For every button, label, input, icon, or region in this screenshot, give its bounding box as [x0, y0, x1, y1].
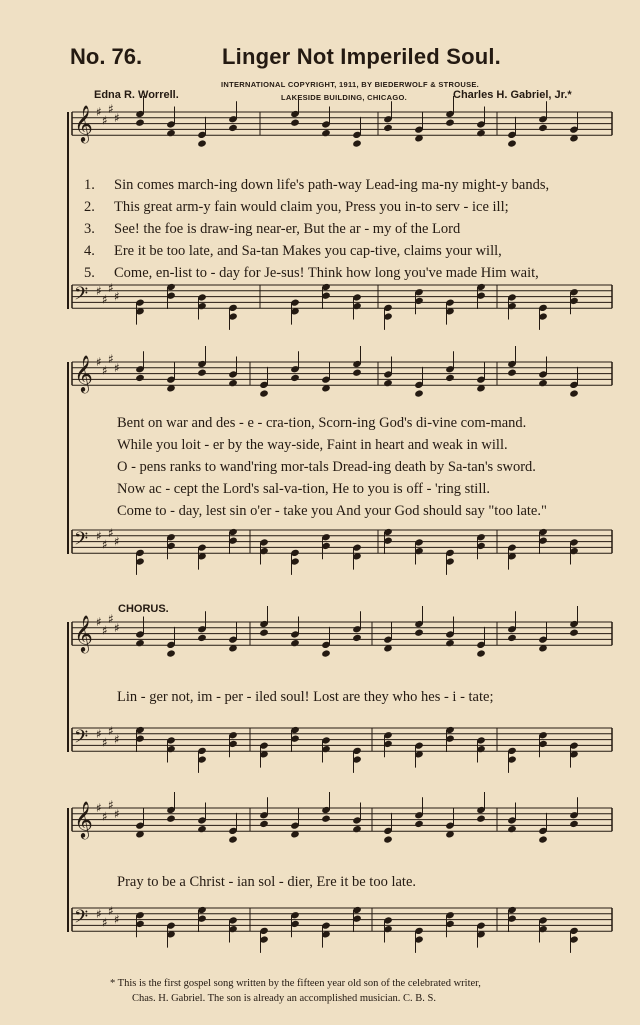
- note-head: [538, 835, 548, 843]
- note-head: [321, 129, 331, 137]
- note-head: [259, 389, 269, 397]
- verse-5-line-2: Come to - day, lest sin o'er - take you And your God should say "too late.": [117, 503, 547, 519]
- sharp-icon: ♯: [108, 280, 114, 295]
- note-head: [197, 139, 207, 147]
- verse-1-line-2: Bent on war and des - e - cra-tion, Scorn-ing God's di-vine com-mand.: [117, 415, 527, 431]
- note-head: [321, 815, 331, 823]
- treble-clef-icon: 𝄞: [74, 354, 93, 392]
- sharp-icon: ♯: [96, 283, 102, 298]
- verse-1-line-1: 1. Sin comes march-ing down life's path-way Lead-ing ma-ny might-y bands,: [84, 177, 550, 193]
- sharp-icon: ♯: [96, 801, 102, 815]
- note-head: [538, 379, 548, 387]
- note-head: [228, 835, 238, 843]
- verse-3-line-1: 3. See! the foe is draw-ing near-er, But the ar - my of the Lord: [84, 221, 461, 237]
- note-head: [352, 369, 362, 377]
- note-head: [507, 825, 517, 833]
- sharp-icon: ♯: [96, 105, 102, 119]
- note-head: [414, 820, 424, 828]
- note-head: [197, 825, 207, 833]
- bass-clef-icon: 𝄢: [74, 727, 89, 752]
- note-head: [166, 129, 176, 137]
- note-head: [135, 639, 145, 647]
- treble-clef-icon: 𝄞: [74, 614, 93, 652]
- note-head: [569, 389, 579, 397]
- publisher-address: LAKESIDE BUILDING, CHICAGO.: [281, 93, 408, 102]
- verse-4-line-1: 4. Ere it be too late, and Sa-tan Makes you cap-tive, claims your will,: [84, 243, 502, 259]
- note-head: [414, 629, 424, 637]
- verse-2-line-1: 2. This great arm-y fain would claim you, Press you in-to serv - ice ill;: [84, 199, 509, 215]
- sharp-icon: ♯: [96, 906, 102, 921]
- hymn-title: Linger Not Imperiled Soul.: [222, 44, 501, 69]
- note-head: [228, 124, 238, 132]
- bass-clef-icon: 𝄢: [74, 907, 89, 932]
- sharp-icon: ♯: [102, 537, 108, 552]
- note-head: [259, 820, 269, 828]
- note-head: [476, 129, 486, 137]
- footnote-line-2: Chas. H. Gabriel. The son is already an accomplished musician. C. B. S.: [132, 993, 436, 1004]
- treble-clef-icon: 𝄞: [74, 104, 93, 142]
- hymn-number: No. 76.: [70, 44, 143, 69]
- bass-clef-icon: 𝄢: [74, 284, 89, 309]
- treble-clef-icon: 𝄞: [74, 800, 93, 838]
- sharp-icon: ♯: [108, 352, 114, 367]
- sharp-icon: ♯: [102, 735, 108, 750]
- bass-clef-icon: 𝄢: [74, 529, 89, 554]
- sharp-icon: ♯: [114, 620, 120, 635]
- sharp-icon: ♯: [96, 726, 102, 741]
- note-head: [166, 815, 176, 823]
- sharp-icon: ♯: [114, 806, 120, 821]
- copyright-line: INTERNATIONAL COPYRIGHT, 1911, BY BIEDERWOLF & STROUSE.: [221, 80, 480, 89]
- sharp-icon: ♯: [108, 525, 114, 540]
- chorus-line-2: Pray to be a Christ - ian sol - dier, Ere it be too late.: [117, 874, 417, 890]
- verse-5-line-1: 5. Come, en-list to - day for Je-sus! Think how long you've made Him wait,: [84, 265, 539, 281]
- sharp-icon: ♯: [96, 528, 102, 543]
- note-head: [414, 389, 424, 397]
- sharp-icon: ♯: [102, 809, 108, 824]
- sharp-icon: ♯: [114, 289, 120, 304]
- note-head: [569, 820, 579, 828]
- note-head: [383, 835, 393, 843]
- note-head: [259, 629, 269, 637]
- note-head: [290, 639, 300, 647]
- note-head: [197, 369, 207, 377]
- footnote-line-1: * This is the first gospel song written by the fifteen year old son of the celebrated writer,: [110, 978, 481, 989]
- sharp-icon: ♯: [102, 363, 108, 378]
- note-head: [538, 124, 548, 132]
- note-head: [383, 379, 393, 387]
- sharp-icon: ♯: [114, 110, 120, 125]
- sharp-icon: ♯: [108, 102, 114, 117]
- sharp-icon: ♯: [102, 915, 108, 930]
- sharp-icon: ♯: [108, 798, 114, 813]
- lyricist-credit: Edna R. Worrell.: [94, 89, 179, 101]
- note-head: [352, 825, 362, 833]
- sharp-icon: ♯: [108, 903, 114, 918]
- sharp-icon: ♯: [102, 292, 108, 307]
- note-head: [507, 369, 517, 377]
- note-head: [507, 139, 517, 147]
- note-head: [290, 119, 300, 127]
- note-head: [197, 634, 207, 642]
- note-head: [507, 634, 517, 642]
- sharp-icon: ♯: [114, 360, 120, 375]
- verse-3-line-2: O - pens ranks to wand'ring mor-tals Dread-ing death by Sa-tan's sword.: [117, 459, 536, 475]
- sharp-icon: ♯: [102, 113, 108, 128]
- composer-credit: Charles H. Gabriel, Jr.*: [453, 89, 572, 101]
- note-head: [445, 374, 455, 382]
- note-head: [321, 649, 331, 657]
- note-head: [476, 649, 486, 657]
- note-head: [228, 379, 238, 387]
- note-head: [383, 124, 393, 132]
- chorus-line-1: Lin - ger not, im - per - iled soul! Lost are they who hes - i - tate;: [117, 689, 494, 705]
- sharp-icon: ♯: [108, 723, 114, 738]
- verse-2-line-2: While you loit - er by the way-side, Faint in heart and weak in will.: [117, 437, 508, 453]
- sharp-icon: ♯: [96, 615, 102, 629]
- note-head: [290, 374, 300, 382]
- note-head: [445, 639, 455, 647]
- sharp-icon: ♯: [108, 612, 114, 627]
- note-head: [352, 139, 362, 147]
- sharp-icon: ♯: [114, 534, 120, 549]
- sharp-icon: ♯: [102, 623, 108, 638]
- note-head: [166, 649, 176, 657]
- note-head: [569, 629, 579, 637]
- chorus-label: CHORUS.: [118, 603, 169, 615]
- note-head: [135, 374, 145, 382]
- sharp-icon: ♯: [114, 732, 120, 747]
- note-head: [135, 119, 145, 127]
- verse-4-line-2: Now ac - cept the Lord's sal-va-tion, He to you is off - 'ring still.: [117, 481, 491, 497]
- sharp-icon: ♯: [96, 355, 102, 369]
- note-head: [352, 634, 362, 642]
- sharp-icon: ♯: [114, 912, 120, 927]
- note-head: [476, 815, 486, 823]
- note-head: [445, 119, 455, 127]
